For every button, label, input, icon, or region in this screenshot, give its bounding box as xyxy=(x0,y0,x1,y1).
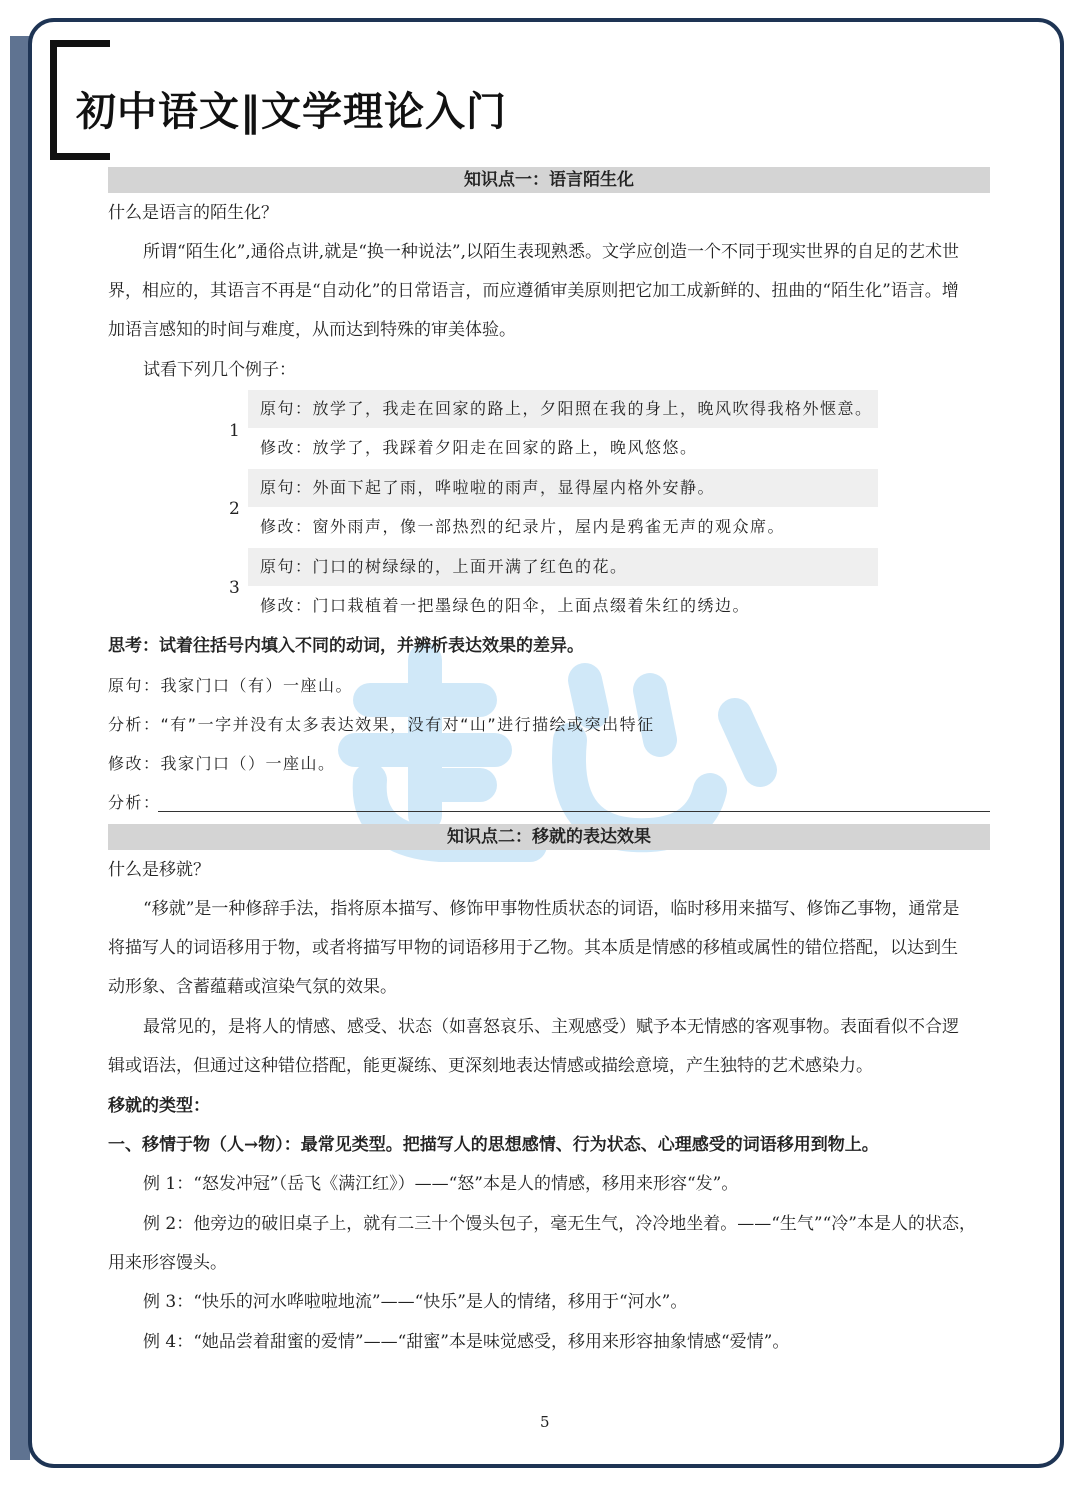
paragraph-line: “移就”是一种修辞手法，指将原本描写、修饰甲事物性质状态的词语，临时移用来描写、修饰乙事物，通常是 xyxy=(143,899,960,919)
side-strip xyxy=(10,36,30,1460)
paragraph-line: 将描写人的词语移用于物，或者将描写甲物的词语移用于乙物。其本质是情感的移植或属性的错位搭配，以达到生 xyxy=(108,938,958,958)
paragraph-line: 最常见的，是将人的情感、感受、状态（如喜怒哀乐、主观感受）赋予本无情感的客观事物。表面看似不合逻 xyxy=(143,1017,959,1037)
example-number: 3 xyxy=(229,578,240,598)
paragraph-line: 动形象、含蓄蕴藉或渲染气氛的效果。 xyxy=(108,977,397,997)
paragraph-line: 界，相应的，其语言不再是“自动化”的日常语言，而应遵循审美原则把它加工成新鲜的、扭曲的“陌生化”语言。增 xyxy=(108,281,959,301)
example-original: 原句：门口的树绿绿的，上面开满了红色的花。 xyxy=(260,557,628,576)
original-sentence: 原句：我家门口（有）一座山。 xyxy=(108,676,354,695)
example-number: 1 xyxy=(229,421,240,441)
page-number: 5 xyxy=(540,1413,550,1431)
example-modified: 修改：窗外雨声，像一部热烈的纪录片，屋内是鸦雀无声的观众席。 xyxy=(260,517,786,536)
example-2: 例 2：他旁边的破旧桌子上，就有二三十个馒头包子，毫无生气，冷冷地坐着。——“生气”“冷”本是人的状态， xyxy=(143,1214,976,1234)
examples-intro: 试看下列几个例子： xyxy=(143,360,296,380)
example-3: 例 3：“快乐的河水哗啦啦地流”——“快乐”是人的情绪，移用于“河水”。 xyxy=(143,1292,688,1312)
example-original: 原句：外面下起了雨，哗啦啦的雨声，显得屋内格外安静。 xyxy=(260,478,716,497)
example-2-cont: 用来形容馒头。 xyxy=(108,1253,227,1273)
section-heading-2: 知识点二：移就的表达效果 xyxy=(108,824,990,850)
question-2: 什么是移就？ xyxy=(108,860,210,880)
example-original: 原句：放学了，我走在回家的路上，夕阳照在我的身上，晚风吹得我格外惬意。 xyxy=(260,399,873,418)
example-1: 例 1：“怒发冲冠”（岳飞《满江红》）——“怒”本是人的情感，移用来形容“发”。 xyxy=(143,1174,739,1194)
paragraph-line: 辑或语法，但通过这种错位搭配，能更凝练、更深刻地表达情感或描绘意境，产生独特的艺术感染力。 xyxy=(108,1056,873,1076)
example-modified: 修改：门口栽植着一把墨绿色的阳伞，上面点缀着朱红的绣边。 xyxy=(260,596,751,615)
think-prompt: 思考：试着往括号内填入不同的动词，并辨析表达效果的差异。 xyxy=(108,636,584,656)
example-modified: 修改：放学了，我踩着夕阳走在回家的路上，晚风悠悠。 xyxy=(260,438,698,457)
question-1: 什么是语言的陌生化？ xyxy=(108,203,278,223)
example-number: 2 xyxy=(229,499,240,519)
page-title: 初中语文‖文学理论入门 xyxy=(76,88,507,135)
example-4: 例 4：“她品尝着甜蜜的爱情”——“甜蜜”本是味觉感受，移用来形容抽象情感“爱情”。 xyxy=(143,1332,790,1352)
modified-sentence: 修改：我家门口（）一座山。 xyxy=(108,754,336,773)
paragraph-line: 所谓“陌生化”,通俗点讲,就是“换一种说法”,以陌生表现熟悉。文学应创造一个不同于现实世界的自足的艺术世 xyxy=(143,242,959,262)
paragraph-line: 加语言感知的时间与难度，从而达到特殊的审美体验。 xyxy=(108,320,516,340)
analysis-text: 分析：“有”一字并没有太多表达效果，没有对“山”进行描绘或突出特征 xyxy=(108,715,655,734)
section-heading-1: 知识点一：语言陌生化 xyxy=(108,167,990,193)
types-heading: 移就的类型： xyxy=(108,1096,210,1116)
analysis-label: 分析： xyxy=(108,793,161,812)
type-1-heading: 一、移情于物（人→物）：最常见类型。把描写人的思想感情、行为状态、心理感受的词语移用到物上。 xyxy=(108,1135,879,1155)
answer-blank-line xyxy=(158,811,990,812)
